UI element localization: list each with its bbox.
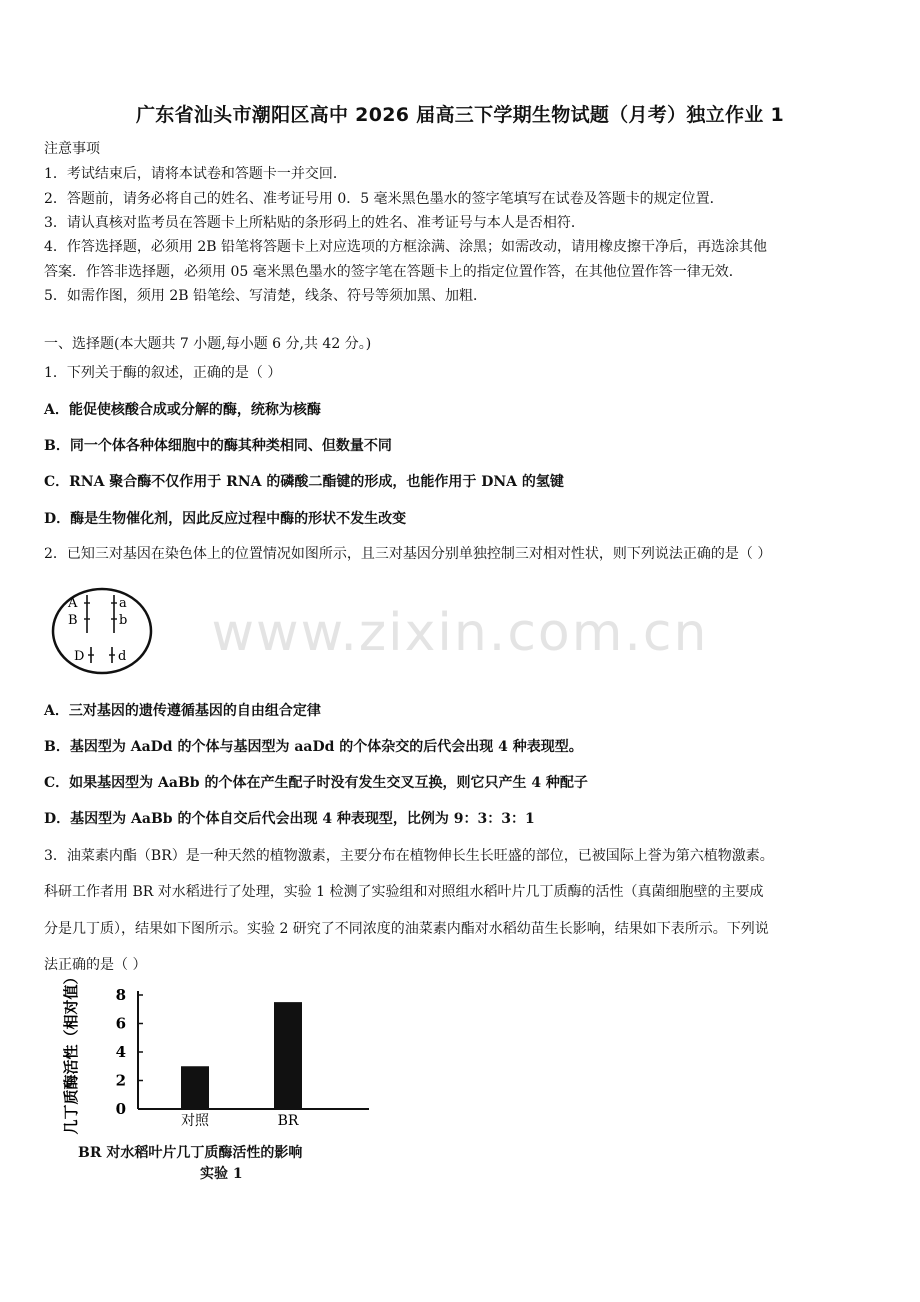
bar-chart	[62, 969, 384, 1135]
q2-option-a: A．三对基因的遗传遵循基因的自由组合定律	[44, 703, 321, 719]
gene-label-B: B	[68, 613, 78, 628]
page-title: 广东省汕头市潮阳区高中 2026 届高三下学期生物试题（月考）独立作业 1	[135, 104, 785, 126]
notice-item: 5．如需作图，须用 2B 铅笔绘、写清楚，线条、符号等须加黑、加粗．	[44, 288, 488, 304]
y-tick-label: 8	[115, 986, 126, 1004]
gene-label-A: A	[68, 596, 78, 611]
bar-control	[181, 1066, 209, 1109]
gene-label-d: d	[118, 649, 127, 664]
q3-line: 科研工作者用 BR 对水稻进行了处理，实验 1 检测了实验组和对照组水稻叶片几丁质酶的活性（真菌细胞壁的主要成	[44, 884, 764, 900]
gene-label-b: b	[119, 613, 128, 628]
notice-item: 1．考试结束后，请将本试卷和答题卡一并交回．	[44, 166, 347, 182]
section-heading: 一、选择题(本大题共 7 小题,每小题 6 分,共 42 分。)	[44, 336, 372, 352]
x-tick-label: 对照	[181, 1113, 209, 1129]
gene-label-D: D	[74, 649, 85, 664]
notice-item: 3．请认真核对监考员在答题卡上所粘贴的条形码上的姓名、准考证号与本人是否相符．	[44, 215, 585, 231]
q3-line: 法正确的是（ ）	[44, 957, 147, 973]
gene-label-a: a	[119, 596, 127, 611]
y-tick-label: 0	[115, 1100, 126, 1118]
q1-option-d: D．酶是生物催化剂，因此反应过程中酶的形状不发生改变	[44, 511, 407, 527]
y-tick-label: 2	[115, 1071, 126, 1090]
y-tick-label: 4	[115, 1043, 126, 1061]
y-axis-label: 几丁质酶活性（相对值）	[62, 969, 80, 1135]
bar-br	[274, 1002, 302, 1109]
chart-caption: BR 对水稻叶片几丁质酶活性的影响	[78, 1145, 303, 1161]
notice-heading: 注意事项	[44, 141, 100, 157]
q3-line: 分是几丁质），结果如下图所示。实验 2 研究了不同浓度的油菜素内酯对水稻幼苗生长影响，结果如下表所示。下列说	[44, 921, 769, 937]
notice-item: 4．作答选择题，必须用 2B 铅笔将答题卡上对应选项的方框涂满、涂黑；如需改动，请用橡皮擦干净后，再选涂其他	[44, 239, 767, 255]
q2-option-c: C．如果基因型为 AaBb 的个体在产生配子时没有发生交叉互换，则它只产生 4 种配子	[44, 775, 588, 791]
watermark: www.zixin.com.cn	[211, 603, 709, 663]
chart-subcaption: 实验 1	[200, 1166, 243, 1182]
x-tick-label: BR	[277, 1113, 299, 1129]
notice-item: 2．答题前，请务必将自己的姓名、准考证号用 0．5 毫米黑色墨水的签字笔填写在试卷及答题卡的规定位置．	[44, 191, 724, 207]
q1-option-c: C．RNA 聚合酶不仅作用于 RNA 的磷酸二酯键的形成，也能作用于 DNA 的氢键	[44, 474, 564, 490]
q2-stem: 2．已知三对基因在染色体上的位置情况如图所示，且三对基因分别单独控制三对相对性状，则下列说法正确的是（ ）	[44, 546, 772, 562]
q1-stem: 1．下列关于酶的叙述，正确的是（ ）	[44, 365, 282, 381]
q2-option-d: D．基因型为 AaBb 的个体自交后代会出现 4 种表现型，比例为 9：3：3：1	[44, 811, 535, 827]
q1-option-a: A．能促使核酸合成或分解的酶，统称为核酶	[44, 402, 321, 418]
y-tick-label: 6	[115, 1014, 126, 1033]
q1-option-b: B．同一个体各种体细胞中的酶其种类相同、但数量不同	[44, 438, 392, 454]
q2-option-b: B．基因型为 AaDd 的个体与基因型为 aaDd 的个体杂交的后代会出现 4 种表现型。	[44, 739, 583, 755]
q3-line: 3．油菜素内酯（BR）是一种天然的植物激素，主要分布在植物伸长生长旺盛的部位，已被国际上誉为第六植物激素。	[44, 848, 774, 864]
notice-item: 答案．作答非选择题，必须用 05 毫米黑色墨水的签字笔在答题卡上的指定位置作答，在其他位置作答一律无效．	[44, 264, 743, 280]
chromosome-figure	[46, 583, 158, 679]
